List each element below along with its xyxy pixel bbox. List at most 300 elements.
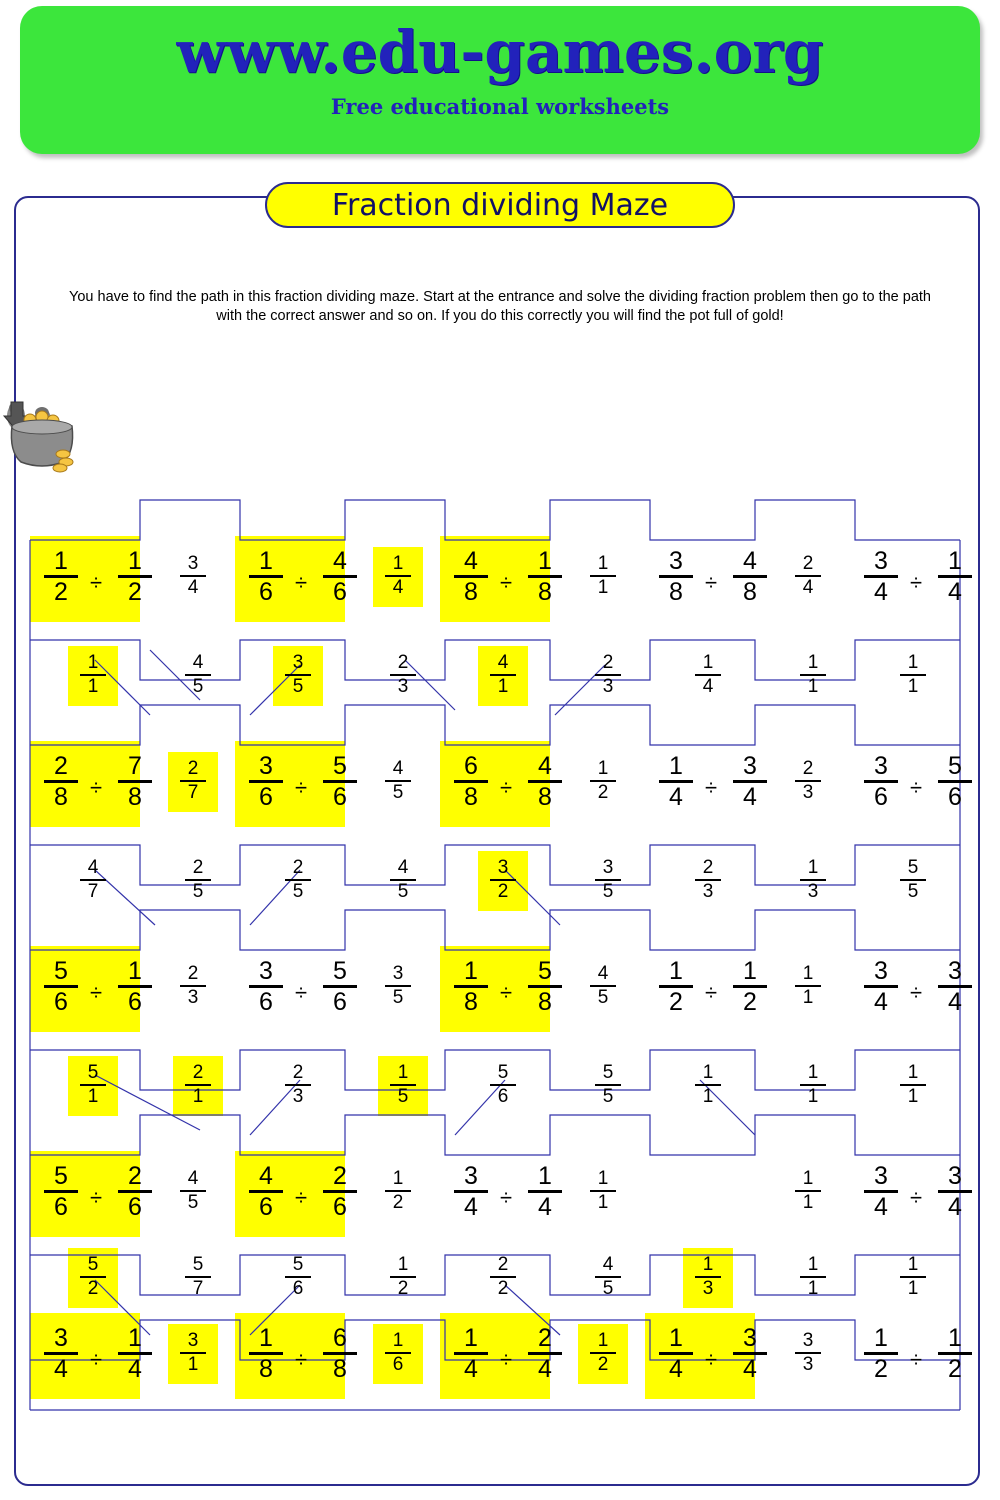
denominator: 6 [54, 988, 68, 1016]
answer-fraction [75, 858, 111, 902]
denominator: 8 [538, 783, 552, 811]
numerator: 2 [602, 652, 614, 673]
answer-fraction [895, 653, 931, 697]
numerator: 5 [87, 1254, 99, 1275]
numerator: 3 [497, 857, 509, 878]
denominator: 5 [602, 881, 614, 902]
numerator: 2 [187, 758, 199, 779]
denominator: 5 [397, 881, 409, 902]
denominator: 2 [87, 1278, 99, 1299]
numerator: 1 [669, 1324, 683, 1352]
numerator: 2 [192, 857, 204, 878]
problem-fraction-a [38, 753, 84, 810]
answer-fraction [795, 1063, 831, 1107]
numerator: 4 [397, 857, 409, 878]
divide-sign: ÷ [295, 1347, 308, 1372]
denominator: 4 [128, 1355, 142, 1383]
answer-fraction [585, 964, 621, 1008]
denominator: 1 [597, 577, 609, 598]
denominator: 2 [497, 1278, 509, 1299]
problem-fraction-b [317, 1163, 363, 1220]
divide-sign: ÷ [295, 1185, 308, 1210]
problem-fraction-b [727, 753, 773, 810]
answer-fraction [385, 653, 421, 697]
denominator: 6 [259, 783, 273, 811]
numerator: 3 [464, 1162, 478, 1190]
divide-sign: ÷ [705, 1347, 718, 1372]
denominator: 5 [907, 881, 919, 902]
numerator: 2 [702, 857, 714, 878]
problem-fraction-a [858, 1163, 904, 1220]
numerator: 3 [802, 1330, 814, 1351]
denominator: 2 [392, 1192, 404, 1213]
answer-fraction [280, 858, 316, 902]
numerator: 1 [807, 1062, 819, 1083]
answer-fraction [385, 1255, 421, 1299]
numerator: 1 [874, 1324, 888, 1352]
problem-fraction-a [243, 1325, 289, 1382]
problem-fraction-b [522, 548, 568, 605]
denominator: 1 [807, 1278, 819, 1299]
denominator: 5 [392, 782, 404, 803]
numerator: 4 [87, 857, 99, 878]
numerator: 2 [128, 1162, 142, 1190]
numerator: 1 [464, 957, 478, 985]
problem-fraction-a [448, 958, 494, 1015]
divide-sign: ÷ [90, 1347, 103, 1372]
problem-fraction-b [317, 753, 363, 810]
problem-fraction-b [317, 548, 363, 605]
divide-sign: ÷ [90, 570, 103, 595]
denominator: 1 [87, 1086, 99, 1107]
numerator: 4 [538, 752, 552, 780]
answer-fraction [75, 1255, 111, 1299]
answer-fraction [485, 1255, 521, 1299]
denominator: 5 [192, 676, 204, 697]
answer-fraction [590, 858, 626, 902]
numerator: 1 [702, 652, 714, 673]
denominator: 6 [259, 1193, 273, 1221]
numerator: 1 [907, 652, 919, 673]
denominator: 3 [187, 987, 199, 1008]
divide-sign: ÷ [500, 1347, 513, 1372]
numerator: 1 [397, 1254, 409, 1275]
divide-sign: ÷ [705, 570, 718, 595]
numerator: 5 [54, 1162, 68, 1190]
numerator: 3 [392, 963, 404, 984]
denominator: 5 [292, 881, 304, 902]
answer-fraction [180, 1255, 216, 1299]
problem-fraction-b [932, 753, 978, 810]
numerator: 3 [187, 553, 199, 574]
denominator: 3 [602, 676, 614, 697]
numerator: 2 [333, 1162, 347, 1190]
denominator: 5 [602, 1086, 614, 1107]
answer-fraction [590, 1255, 626, 1299]
numerator: 4 [464, 547, 478, 575]
numerator: 3 [874, 957, 888, 985]
denominator: 2 [669, 988, 683, 1016]
denominator: 6 [128, 988, 142, 1016]
answer-fraction [280, 653, 316, 697]
numerator: 4 [192, 652, 204, 673]
answer-fraction [175, 1169, 211, 1213]
denominator: 2 [874, 1355, 888, 1383]
numerator: 4 [743, 547, 757, 575]
problem-fraction-a [243, 958, 289, 1015]
denominator: 5 [392, 987, 404, 1008]
denominator: 3 [802, 782, 814, 803]
denominator: 2 [497, 881, 509, 902]
numerator: 1 [128, 957, 142, 985]
problem-fraction-a [653, 1325, 699, 1382]
answer-fraction [895, 1063, 931, 1107]
numerator: 2 [187, 963, 199, 984]
problem-fraction-b [932, 548, 978, 605]
numerator: 3 [602, 857, 614, 878]
divide-sign: ÷ [500, 775, 513, 800]
answer-fraction [585, 554, 621, 598]
numerator: 1 [397, 1062, 409, 1083]
answer-fraction [385, 858, 421, 902]
numerator: 1 [464, 1324, 478, 1352]
answer-fraction [690, 1255, 726, 1299]
numerator: 5 [948, 752, 962, 780]
numerator: 1 [807, 857, 819, 878]
problem-fraction-a [858, 958, 904, 1015]
denominator: 6 [948, 783, 962, 811]
denominator: 8 [669, 578, 683, 606]
problem-fraction-a [243, 1163, 289, 1220]
answer-fraction [690, 653, 726, 697]
answer-fraction [590, 653, 626, 697]
numerator: 2 [497, 1254, 509, 1275]
problem-fraction-b [317, 958, 363, 1015]
denominator: 4 [54, 1355, 68, 1383]
numerator: 2 [397, 652, 409, 673]
problem-fraction-b [727, 548, 773, 605]
divide-sign: ÷ [705, 775, 718, 800]
denominator: 3 [807, 881, 819, 902]
numerator: 3 [187, 1330, 199, 1351]
denominator: 8 [333, 1355, 347, 1383]
denominator: 3 [702, 1278, 714, 1299]
numerator: 5 [538, 957, 552, 985]
answer-fraction [485, 1063, 521, 1107]
numerator: 2 [54, 752, 68, 780]
denominator: 1 [907, 1278, 919, 1299]
denominator: 2 [397, 1278, 409, 1299]
problem-fraction-b [932, 1325, 978, 1382]
answer-fraction [790, 964, 826, 1008]
problem-fraction-b [317, 1325, 363, 1382]
problem-fraction-b [727, 958, 773, 1015]
denominator: 8 [538, 988, 552, 1016]
divide-sign: ÷ [910, 570, 923, 595]
answer-fraction [280, 1063, 316, 1107]
answer-fraction [585, 1169, 621, 1213]
numerator: 3 [259, 752, 273, 780]
numerator: 4 [333, 547, 347, 575]
numerator: 5 [192, 1254, 204, 1275]
denominator: 3 [702, 881, 714, 902]
site-title: www.edu-games.org [176, 18, 824, 86]
denominator: 2 [54, 578, 68, 606]
numerator: 1 [128, 547, 142, 575]
numerator: 4 [602, 1254, 614, 1275]
denominator: 1 [807, 676, 819, 697]
answer-fraction [485, 858, 521, 902]
denominator: 6 [497, 1086, 509, 1107]
numerator: 1 [948, 1324, 962, 1352]
answer-fraction [790, 554, 826, 598]
numerator: 5 [292, 1254, 304, 1275]
numerator: 3 [948, 957, 962, 985]
numerator: 5 [87, 1062, 99, 1083]
site-banner [20, 6, 980, 154]
numerator: 1 [538, 547, 552, 575]
numerator: 3 [743, 1324, 757, 1352]
denominator: 4 [743, 783, 757, 811]
divide-sign: ÷ [90, 1185, 103, 1210]
page-title: Fraction dividing Maze [265, 182, 735, 228]
answer-fraction [75, 653, 111, 697]
numerator: 1 [807, 1254, 819, 1275]
denominator: 2 [128, 578, 142, 606]
denominator: 3 [397, 676, 409, 697]
numerator: 1 [802, 963, 814, 984]
numerator: 1 [669, 957, 683, 985]
numerator: 2 [802, 553, 814, 574]
problem-fraction-a [653, 958, 699, 1015]
denominator: 6 [54, 1193, 68, 1221]
answer-fraction [585, 759, 621, 803]
denominator: 1 [597, 1192, 609, 1213]
answer-fraction [380, 759, 416, 803]
denominator: 1 [497, 676, 509, 697]
answer-fraction [385, 1063, 421, 1107]
denominator: 6 [874, 783, 888, 811]
problem-fraction-a [38, 958, 84, 1015]
denominator: 5 [187, 1192, 199, 1213]
numerator: 1 [907, 1062, 919, 1083]
denominator: 7 [192, 1278, 204, 1299]
denominator: 5 [292, 676, 304, 697]
numerator: 5 [602, 1062, 614, 1083]
divide-sign: ÷ [910, 775, 923, 800]
denominator: 4 [669, 783, 683, 811]
numerator: 4 [187, 1168, 199, 1189]
numerator: 1 [597, 1168, 609, 1189]
denominator: 4 [948, 988, 962, 1016]
denominator: 2 [597, 782, 609, 803]
numerator: 1 [807, 652, 819, 673]
answer-fraction [75, 1063, 111, 1107]
answer-fraction [895, 1255, 931, 1299]
problem-fraction-a [653, 753, 699, 810]
answer-fraction [485, 653, 521, 697]
problem-fraction-a [448, 753, 494, 810]
numerator: 1 [597, 553, 609, 574]
problem-fraction-b [932, 1163, 978, 1220]
site-subtitle: Free educational worksheets [330, 94, 670, 119]
problem-fraction-a [858, 1325, 904, 1382]
answer-fraction [790, 1331, 826, 1375]
answer-fraction [590, 1063, 626, 1107]
problem-fraction-a [653, 548, 699, 605]
denominator: 8 [259, 1355, 273, 1383]
denominator: 1 [807, 1086, 819, 1107]
numerator: 1 [259, 1324, 273, 1352]
numerator: 5 [333, 752, 347, 780]
numerator: 1 [597, 1330, 609, 1351]
denominator: 8 [743, 578, 757, 606]
numerator: 3 [743, 752, 757, 780]
denominator: 5 [397, 1086, 409, 1107]
numerator: 1 [128, 1324, 142, 1352]
denominator: 2 [597, 1354, 609, 1375]
answer-fraction [180, 1063, 216, 1107]
denominator: 6 [292, 1278, 304, 1299]
divide-sign: ÷ [500, 980, 513, 1005]
maze-grid [0, 400, 1000, 1480]
denominator: 4 [743, 1355, 757, 1383]
denominator: 6 [333, 783, 347, 811]
denominator: 4 [948, 1193, 962, 1221]
answer-fraction [175, 964, 211, 1008]
answer-fraction [790, 759, 826, 803]
problem-fraction-a [448, 1163, 494, 1220]
numerator: 1 [392, 1168, 404, 1189]
instructions-text: You have to find the path in this fraction dividing maze. Start at the entrance and solve the dividing fraction problem then go to the path with the correct answer and so on. If you do this correctly you will find the pot full of gold! [69, 289, 931, 324]
problem-fraction-a [243, 753, 289, 810]
denominator: 1 [702, 1086, 714, 1107]
numerator: 7 [128, 752, 142, 780]
answer-fraction [180, 653, 216, 697]
numerator: 1 [538, 1162, 552, 1190]
numerator: 2 [538, 1324, 552, 1352]
numerator: 1 [392, 553, 404, 574]
numerator: 1 [597, 758, 609, 779]
problem-fraction-b [522, 753, 568, 810]
answer-fraction [280, 1255, 316, 1299]
denominator: 1 [187, 1354, 199, 1375]
numerator: 4 [259, 1162, 273, 1190]
problem-fraction-b [112, 548, 158, 605]
problem-fraction-a [38, 1325, 84, 1382]
pot-of-gold-icon [0, 400, 90, 480]
problem-fraction-b [112, 1325, 158, 1382]
numerator: 1 [87, 652, 99, 673]
denominator: 4 [538, 1193, 552, 1221]
numerator: 1 [802, 1168, 814, 1189]
divide-sign: ÷ [705, 980, 718, 1005]
denominator: 8 [464, 783, 478, 811]
divide-sign: ÷ [910, 1347, 923, 1372]
denominator: 8 [54, 783, 68, 811]
divide-sign: ÷ [90, 775, 103, 800]
numerator: 1 [702, 1254, 714, 1275]
denominator: 1 [802, 1192, 814, 1213]
problem-fraction-b [112, 1163, 158, 1220]
divide-sign: ÷ [295, 980, 308, 1005]
divide-sign: ÷ [500, 1185, 513, 1210]
divide-sign: ÷ [500, 570, 513, 595]
answer-fraction [795, 858, 831, 902]
denominator: 6 [128, 1193, 142, 1221]
problem-fraction-b [112, 958, 158, 1015]
problem-fraction-b [727, 1325, 773, 1382]
answer-fraction [175, 759, 211, 803]
problem-fraction-b [522, 1163, 568, 1220]
numerator: 2 [292, 1062, 304, 1083]
denominator: 4 [538, 1355, 552, 1383]
numerator: 3 [54, 1324, 68, 1352]
numerator: 6 [333, 1324, 347, 1352]
answer-fraction [175, 554, 211, 598]
answer-fraction [795, 653, 831, 697]
answer-fraction [690, 1063, 726, 1107]
denominator: 6 [333, 578, 347, 606]
denominator: 1 [907, 676, 919, 697]
numerator: 3 [874, 547, 888, 575]
denominator: 8 [538, 578, 552, 606]
answer-fraction [380, 964, 416, 1008]
denominator: 6 [333, 988, 347, 1016]
answer-fraction [380, 554, 416, 598]
denominator: 6 [259, 578, 273, 606]
denominator: 5 [192, 881, 204, 902]
denominator: 5 [602, 1278, 614, 1299]
denominator: 4 [464, 1193, 478, 1221]
problem-fraction-b [522, 958, 568, 1015]
answer-fraction [795, 1255, 831, 1299]
denominator: 1 [87, 676, 99, 697]
numerator: 1 [948, 547, 962, 575]
answer-fraction [895, 858, 931, 902]
denominator: 4 [669, 1355, 683, 1383]
denominator: 8 [128, 783, 142, 811]
numerator: 2 [292, 857, 304, 878]
problem-fraction-a [448, 548, 494, 605]
numerator: 5 [54, 957, 68, 985]
numerator: 3 [874, 1162, 888, 1190]
numerator: 5 [333, 957, 347, 985]
denominator: 4 [702, 676, 714, 697]
numerator: 3 [292, 652, 304, 673]
denominator: 4 [802, 577, 814, 598]
problem-fraction-b [112, 753, 158, 810]
denominator: 8 [464, 578, 478, 606]
denominator: 4 [187, 577, 199, 598]
problem-fraction-b [932, 958, 978, 1015]
numerator: 1 [392, 1330, 404, 1351]
numerator: 4 [497, 652, 509, 673]
numerator: 1 [743, 957, 757, 985]
denominator: 4 [874, 1193, 888, 1221]
denominator: 2 [948, 1355, 962, 1383]
denominator: 2 [743, 988, 757, 1016]
answer-fraction [790, 1169, 826, 1213]
numerator: 1 [54, 547, 68, 575]
denominator: 4 [948, 578, 962, 606]
numerator: 1 [702, 1062, 714, 1083]
numerator: 1 [907, 1254, 919, 1275]
problem-fraction-b [522, 1325, 568, 1382]
problem-fraction-a [38, 548, 84, 605]
divide-sign: ÷ [910, 1185, 923, 1210]
numerator: 1 [669, 752, 683, 780]
